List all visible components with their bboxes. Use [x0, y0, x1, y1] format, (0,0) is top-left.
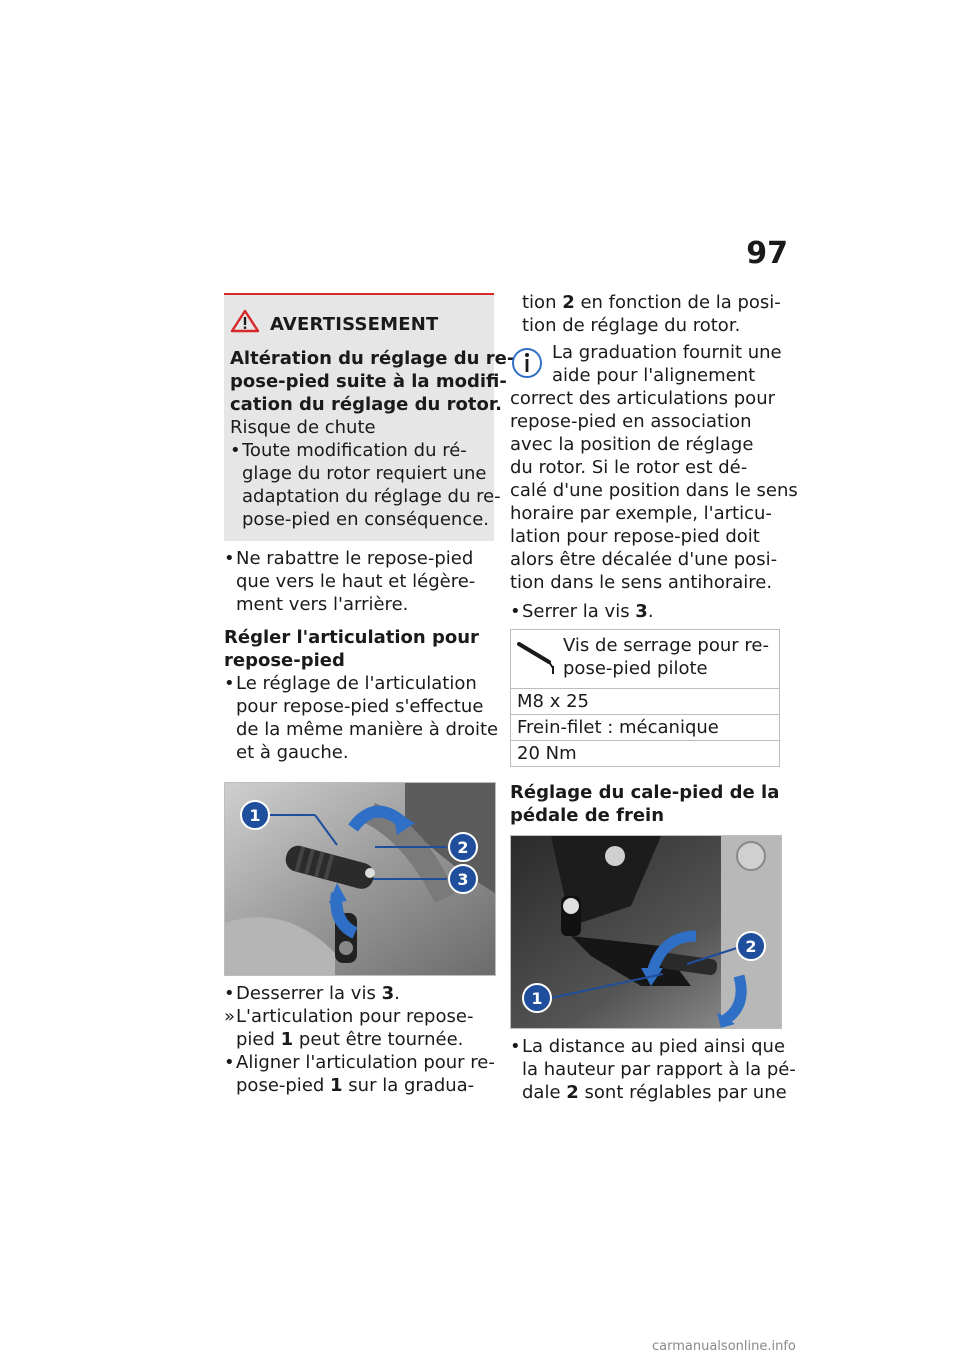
section-title-brake-pedal: Réglage du cale-pied de la pédale de frein [510, 782, 780, 826]
warning-box [224, 293, 515, 541]
torque-spec-table [510, 629, 780, 767]
bullet-dot-icon: • [224, 1052, 235, 1073]
bullet-dot-icon: • [510, 601, 521, 622]
svg-text:3: 3 [457, 870, 469, 889]
instruction-both-sides: • Le réglage de l'articulation pour repose-pied s'effectue de la même manière à droite et à gauche. [224, 673, 499, 763]
torque-spec-row: Frein-filet : mécanique [511, 715, 779, 741]
warning-risk: Risque de chute [230, 417, 376, 438]
info-icon [510, 343, 544, 389]
result-arrow-icon: » [224, 1006, 236, 1027]
right-column [510, 291, 798, 1104]
callout-1-icon [241, 801, 269, 829]
warning-title: Altération du réglage du re- pose-pied suite à la modifi- cation du réglage du rotor. [230, 348, 515, 415]
callout-3-icon [449, 865, 477, 893]
svg-text:1: 1 [531, 989, 543, 1008]
footrest-photo [224, 782, 496, 976]
brake-pedal-photo [510, 835, 782, 1029]
warning-header [230, 309, 486, 339]
bullet-dot-icon: • [224, 983, 235, 1004]
callout-1-icon [523, 984, 551, 1012]
result-articulation-rotates: » L'articulation pour repose- pied 1 peut être tournée. [224, 1006, 474, 1050]
footer-watermark: carmanualsonline.info [652, 1339, 796, 1354]
svg-text:1: 1 [249, 806, 261, 825]
callout-2-icon [737, 932, 765, 960]
instruction-pedal-adjust: • La distance au pied ainsi que la hauteur par rapport à la pé- dale 2 sont réglables par une [510, 1036, 796, 1103]
step-tighten-screw: • Serrer la vis 3. [510, 601, 654, 622]
wrench-icon [511, 630, 563, 682]
svg-text:2: 2 [457, 838, 469, 857]
info-note: La graduation fournit une aide pour l'alignement correct des articulations pour repose-pied en association avec la position de réglage du rotor. Si le rotor est dé- calé d'une position dans le sens horaire par exemple, l'articu- lation pour repose-pied doit alors être décalée d'une posi- tion dans le sens antihoraire. [510, 342, 798, 593]
bullet-dot-icon: • [224, 673, 235, 694]
torque-spec-row: 20 Nm [517, 743, 577, 764]
svg-text:2: 2 [745, 937, 757, 956]
step-align-articulation: • Aligner l'articulation pour re- pose-pied 1 sur la gradua- [224, 1052, 495, 1096]
warning-label: AVERTISSEMENT [270, 313, 439, 335]
torque-spec-title: Vis de serrage pour re- [563, 635, 769, 656]
bullet-dot-icon: • [230, 440, 241, 461]
step-align-continued: tion 2 en fonction de la posi- tion de réglage du rotor. [522, 292, 781, 336]
warning-triangle-icon [230, 309, 260, 339]
step-loosen-screw: • Desserrer la vis 3. [224, 983, 400, 1004]
instruction-fold-up: • Ne rabattre le repose-pied que vers le haut et légère- ment vers l'arrière. [224, 548, 476, 615]
bullet-dot-icon: • [510, 1036, 521, 1057]
page-number: 97 [746, 236, 788, 271]
bullet-dot-icon: • [224, 548, 235, 569]
left-column [224, 293, 515, 1097]
torque-spec-header: Vis de serrage pour re- pose-pied pilote [511, 630, 779, 689]
callout-2-icon [449, 833, 477, 861]
section-title-articulation: Régler l'articulation pour repose-pied [224, 627, 479, 671]
torque-spec-row: M8 x 25 [511, 689, 779, 715]
warning-bullet: • Toute modification du ré- glage du rotor requiert une adaptation du réglage du re- pose-pied en conséquence. [230, 440, 501, 530]
